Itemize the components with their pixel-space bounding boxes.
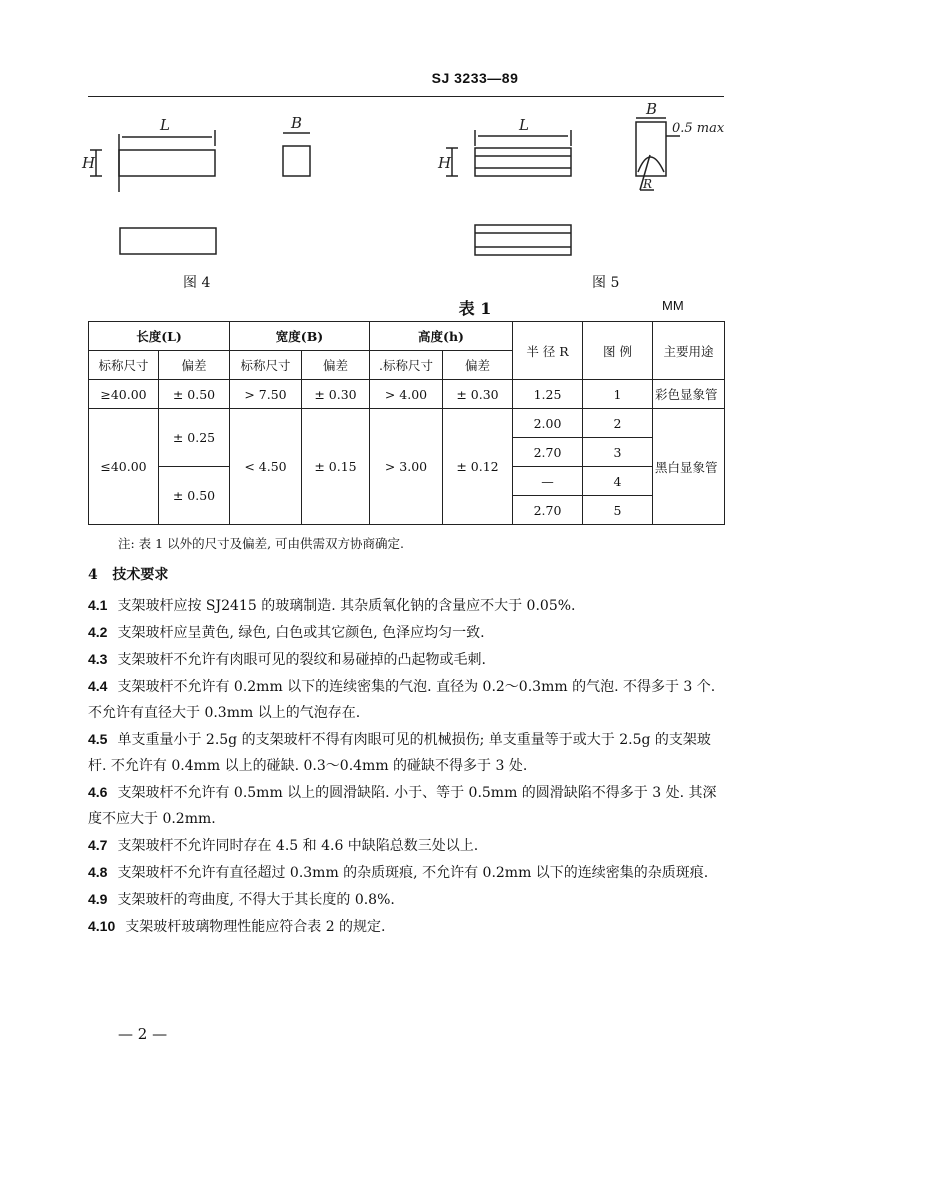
header-usage: 主要用途 (653, 322, 725, 380)
fig5-dim-B: B (646, 100, 658, 118)
fig5-label: 图 5 (592, 275, 620, 291)
clause-text: 支架玻杆应按 SJ2415 的玻璃制造. 其杂质氧化钠的含量应不大于 0.05%. (117, 598, 576, 614)
page-number: — 2 — (118, 1025, 168, 1043)
clause-4-2 (88, 619, 728, 646)
clause-number: 4.10 (88, 918, 116, 934)
clause-number: 4.1 (88, 597, 108, 613)
spec-table (88, 321, 725, 525)
cell-figure: 2 (583, 409, 653, 438)
section-number: 4 (88, 567, 98, 583)
clause-4-3 (88, 646, 728, 673)
cell-figure: 5 (583, 496, 653, 525)
cell-figure: 3 (583, 438, 653, 467)
cell-radius: — (513, 467, 583, 496)
section-body (88, 592, 728, 940)
cell-height-tol: ± 0.12 (443, 409, 513, 525)
fig4-front-rod (119, 150, 215, 176)
subheader-nominal: .标称尺寸 (370, 351, 443, 380)
fig5-front-rod (475, 148, 571, 176)
cell-width-tol: ± 0.15 (302, 409, 370, 525)
clause-number: 4.9 (88, 891, 108, 907)
clause-4-7 (88, 832, 728, 859)
document-code: SJ 3233—89 (431, 70, 519, 86)
clause-number: 4.6 (88, 784, 108, 800)
fig4-top-view (120, 228, 216, 254)
fig5-top-view (475, 225, 571, 255)
cell-length-tol: ± 0.50 (159, 380, 230, 409)
header-length: 长度(L) (89, 322, 230, 351)
cell-usage: 彩色显象管 (653, 380, 725, 409)
table-row (89, 380, 725, 409)
clause-4-9 (88, 886, 728, 913)
subheader-tolerance: 偏差 (302, 351, 370, 380)
header-radius: 半 径 R (513, 322, 583, 380)
fig4-dim-L: L (160, 116, 170, 134)
cell-length: ≥40.00 (89, 380, 159, 409)
header-rule (88, 96, 724, 97)
cell-height: > 3.00 (370, 409, 443, 525)
cell-length-tol: ± 0.50 (159, 467, 230, 525)
fig4-label: 图 4 (183, 275, 211, 291)
clause-4-8 (88, 859, 728, 886)
cell-radius: 2.70 (513, 438, 583, 467)
fig5-dim-L: L (519, 116, 529, 134)
header-height: 高度(h) (370, 322, 513, 351)
cell-figure: 1 (583, 380, 653, 409)
cell-usage: 黑白显象管 (653, 409, 725, 525)
header-figure: 图 例 (583, 322, 653, 380)
clause-number: 4.3 (88, 651, 108, 667)
subheader-nominal: 标称尺寸 (89, 351, 159, 380)
clause-text: 支架玻杆应呈黄色, 绿色, 白色或其它颜色, 色泽应均匀一致. (117, 625, 485, 641)
cell-radius: 1.25 (513, 380, 583, 409)
cell-width-tol: ± 0.30 (302, 380, 370, 409)
cell-height-tol: ± 0.30 (443, 380, 513, 409)
clause-text: 支架玻杆玻璃物理性能应符合表 2 的规定. (125, 919, 386, 935)
table-row (89, 409, 725, 438)
clause-number: 4.5 (88, 731, 108, 747)
cell-figure: 4 (583, 467, 653, 496)
clause-4-6 (88, 779, 728, 832)
clause-number: 4.8 (88, 864, 108, 880)
clause-number: 4.4 (88, 678, 108, 694)
table-note: 注: 表 1 以外的尺寸及偏差, 可由供需双方协商确定. (118, 536, 405, 551)
clause-number: 4.2 (88, 624, 108, 640)
cell-length: ≤40.00 (89, 409, 159, 525)
table-title: 表 1 (458, 299, 492, 318)
table-unit: MM (662, 298, 684, 313)
fig5-dim-R: R (643, 177, 653, 191)
clause-text: 支架玻杆不允许有直径超过 0.3mm 的杂质斑痕, 不允许有 0.2mm 以下的连续密集的杂质斑痕. (117, 865, 709, 881)
clause-4-5 (88, 726, 728, 779)
cell-width: > 7.50 (230, 380, 302, 409)
clause-text: 支架玻杆不允许有 0.2mm 以下的连续密集的气泡. 直径为 0.2～0.3mm 的气泡. 不得多于 3 个. 不允许有直径大于 0.3mm 以上的气泡存在. (88, 679, 716, 721)
figure-drawings (60, 100, 740, 270)
fig5-dim-max: 0.5 max (672, 121, 725, 136)
section-heading (88, 564, 168, 584)
clause-4-1 (88, 592, 728, 619)
clause-4-4 (88, 673, 728, 726)
fig5-dim-H: H (438, 154, 452, 172)
subheader-nominal: 标称尺寸 (230, 351, 302, 380)
clause-text: 支架玻杆不允许有肉眼可见的裂纹和易碰掉的凸起物或毛刺. (117, 652, 486, 668)
cell-radius: 2.70 (513, 496, 583, 525)
subheader-tolerance: 偏差 (159, 351, 230, 380)
clause-text: 支架玻杆的弯曲度, 不得大于其长度的 0.8%. (117, 892, 395, 908)
clause-text: 支架玻杆不允许同时存在 4.5 和 4.6 中缺陷总数三处以上. (117, 838, 479, 854)
header-width: 宽度(B) (230, 322, 370, 351)
fig4-dim-B: B (291, 114, 303, 132)
cell-height: > 4.00 (370, 380, 443, 409)
clause-text: 单支重量小于 2.5g 的支架玻杆不得有肉眼可见的机械损伤; 单支重量等于或大于 2.5g 的支架玻杆. 不允许有 0.4mm 以上的碰缺. 0.3～0.4mm 的碰缺不得多于 3 处. (88, 732, 711, 774)
cell-width: < 4.50 (230, 409, 302, 525)
cell-radius: 2.00 (513, 409, 583, 438)
clause-text: 支架玻杆不允许有 0.5mm 以上的圆滑缺陷. 小于、等于 0.5mm 的圆滑缺陷不得多于 3 处. 其深度不应大于 0.2mm. (88, 785, 717, 827)
fig4-end-view (283, 146, 310, 176)
subheader-tolerance: 偏差 (443, 351, 513, 380)
table-header-row (89, 322, 725, 351)
fig4-dim-H: H (82, 154, 96, 172)
clause-4-10 (88, 913, 728, 940)
clause-number: 4.7 (88, 837, 108, 853)
cell-length-tol: ± 0.25 (159, 409, 230, 467)
section-title: 技术要求 (112, 567, 169, 583)
